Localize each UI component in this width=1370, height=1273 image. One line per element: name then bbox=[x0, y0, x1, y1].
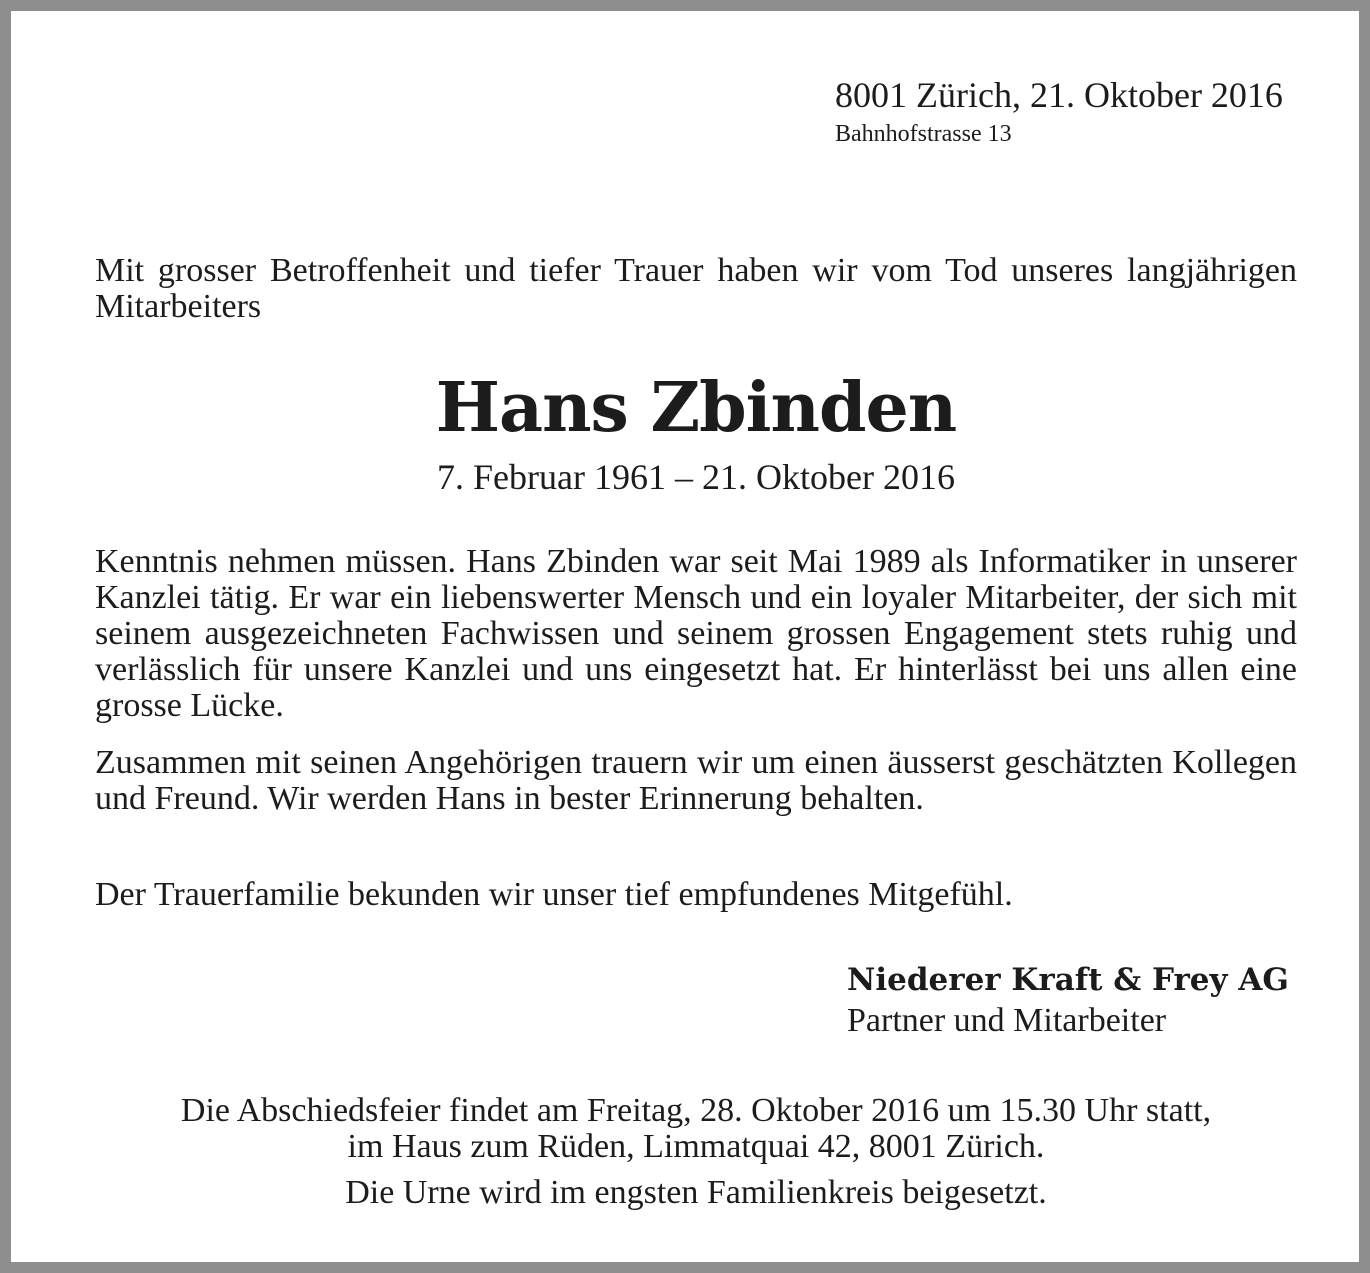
address: Bahnhofstrasse 13 bbox=[835, 121, 1012, 147]
deceased-name: Hans Zbinden bbox=[435, 368, 957, 448]
company-name: Niederer Kraft & Frey AG bbox=[847, 962, 1289, 998]
place-date: 8001 Zürich, 21. Oktober 2016 bbox=[835, 75, 1283, 115]
life-dates: 7. Februar 1961 – 21. Oktober 2016 bbox=[437, 457, 955, 497]
ceremony-line-1: Die Abschiedsfeier findet am Freitag, 28. Oktober 2016 um 15.30 Uhr statt, bbox=[180, 1092, 1212, 1129]
signatory: Partner und Mitarbeiter bbox=[847, 1002, 1167, 1039]
ceremony-line-2: im Haus zum Rüden, Limmatquai 42, 8001 Zürich. bbox=[347, 1128, 1045, 1165]
ceremony-info bbox=[95, 1093, 1297, 1165]
body-paragraph-3: Der Trauerfamilie bekunden wir unser tief empfundenes Mitgefühl. bbox=[95, 876, 1013, 913]
body-paragraph-1: Kenntnis nehmen müssen. Hans Zbinden war seit Mai 1989 als Informatiker in unserer Kanzlei tätig. Er war ein liebenswerter Mensch und ein loyaler Mitarbeiter, der sich mit seinem ausgezeichneten Fachwissen und seinem grossen Engagement stets ruhig und verlässlich für unsere Kanzlei und uns eingesetzt hat. Er hinterlässt bei uns allen eine grosse Lücke. bbox=[95, 543, 1297, 724]
body-paragraph-2: Zusammen mit seinen Angehörigen trauern wir um einen äusserst geschätzten Kollegen und Freund. Wir werden Hans in bester Erinnerung behalten. bbox=[95, 744, 1297, 817]
signature-block bbox=[847, 959, 1307, 1041]
intro-text: Mit grosser Betroffenheit und tiefer Trauer haben wir vom Tod unseres langjährigen Mitarbeiters bbox=[95, 252, 1297, 325]
header bbox=[835, 73, 1305, 149]
urn-info: Die Urne wird im engsten Familienkreis beigesetzt. bbox=[345, 1174, 1047, 1211]
